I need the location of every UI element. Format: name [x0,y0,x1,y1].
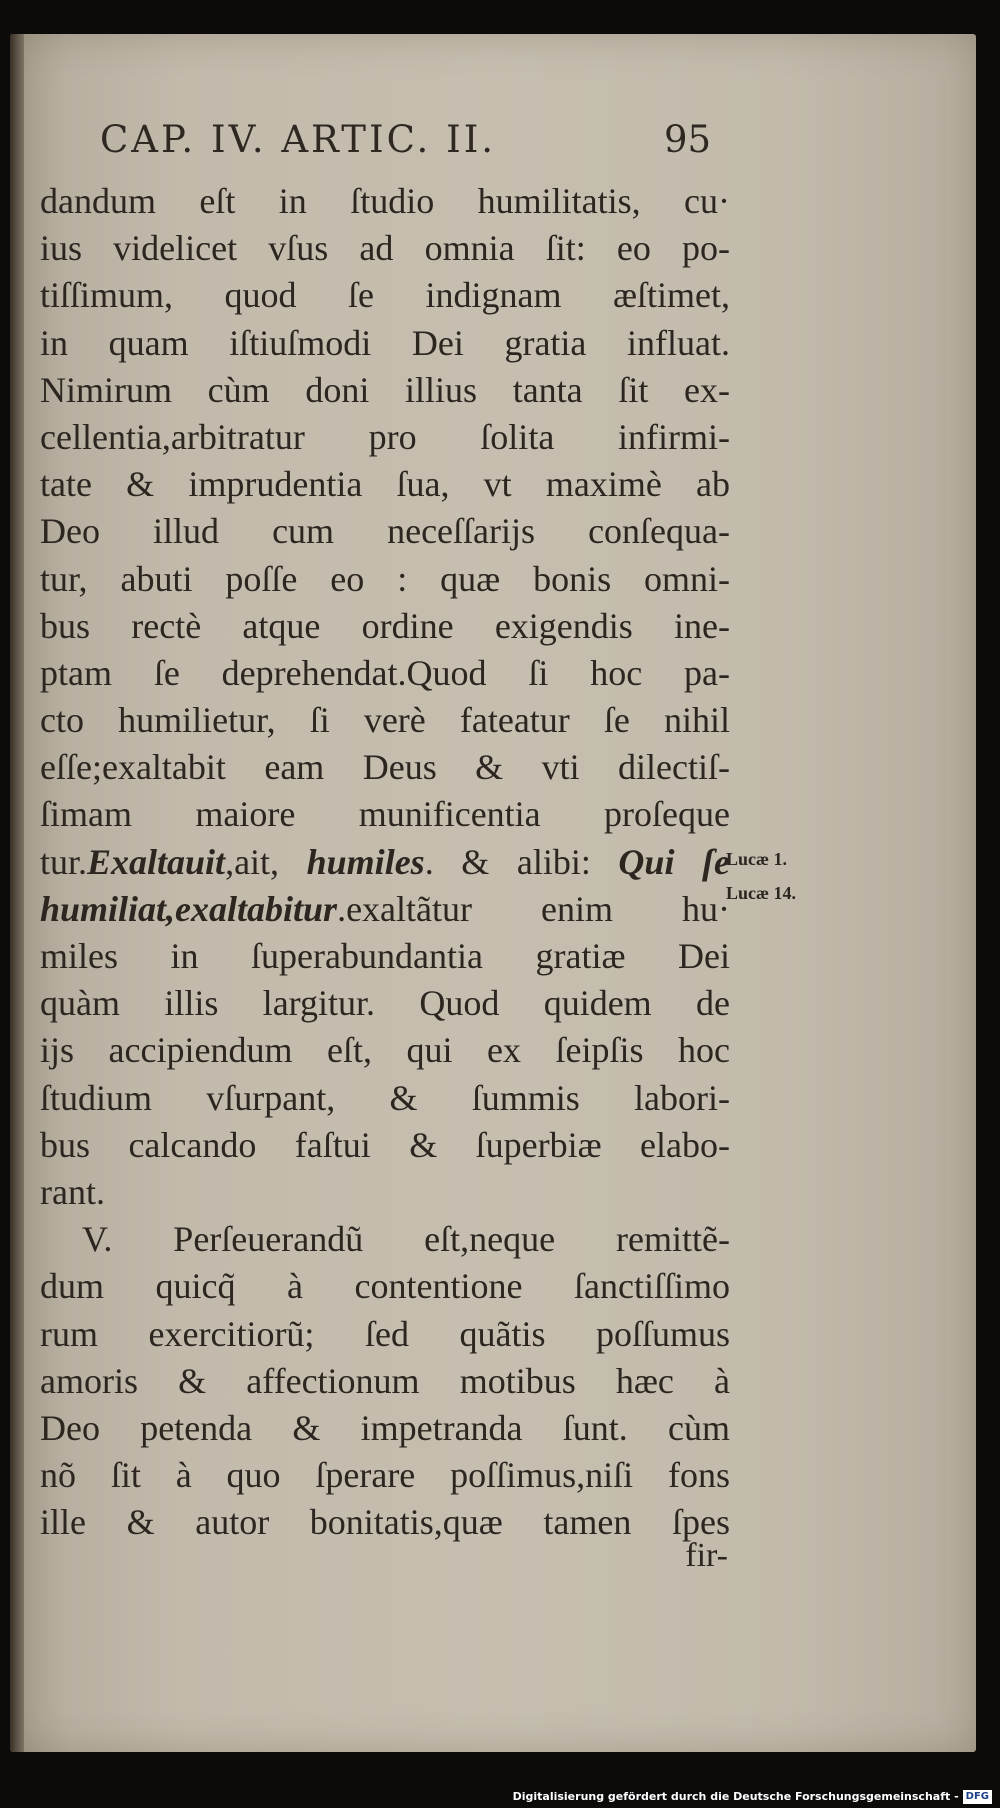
digitization-credit [513,1786,992,1808]
text-line: in quam iſtiuſmodi Dei gratia influat. [40,322,730,363]
text-line: cto humilietur, ſi verè fateatur ſe nihil [40,700,730,741]
text-line: cellentia,arbitratur pro ſolita infirmi- [40,416,730,457]
text-line: ſimam maiore munificentia proſeque [40,794,730,835]
scripture-quote: Qui ſe [618,841,730,882]
text-fragment: .exaltãtur enim hu· [337,888,730,929]
scripture-quote: Exaltauit [87,841,226,882]
text-line: tiſſimum, quod ſe indignam æſtimet, [40,275,730,316]
chapter-heading: CAP. IV. ARTIC. II. [100,118,497,161]
running-head [100,118,740,178]
text-line: rant. [40,1171,105,1212]
text-line-with-quotation [40,839,730,886]
body-text [40,178,730,1546]
text-line: ijs accipiendum eſt, qui ex ſeipſis hoc [40,1030,730,1071]
text-line-with-quotation [40,886,730,933]
margin-notes [726,842,856,910]
text-line: dum quicq̃ à contentione ſanctiſſimo [40,1266,730,1307]
text-line: quàm illis largitur. Quod quidem de [40,983,730,1024]
text-line: Nimirum cùm doni illius tanta ſit ex- [40,369,730,410]
text-line: bus calcando faſtui & ſuperbiæ elabo- [40,1124,730,1165]
credit-text: Digitalisierung gefördert durch die Deutsche Forschungsgemeinschaft - [512,1790,959,1803]
scripture-quote: humiles [306,841,425,882]
text-line: eſſe;exaltabit eam Deus & vti dilectiſ- [40,747,730,788]
text-line: dandum eſt in ſtudio humilitatis, cu· [40,181,730,221]
text-line: Deo petenda & impetranda ſunt. cùm [40,1407,730,1448]
text-line: rum exercitiorũ; ſed quãtis poſſumus [40,1313,730,1354]
catchword: fir- [685,1537,728,1574]
text-line: Deo illud cum neceſſarijs conſequa- [40,511,730,552]
page-binding-edge [10,34,24,1752]
text-line: tur, abuti poſſe eo : quæ bonis omni- [40,558,730,599]
text-line: ille & autor bonitatis,quæ tamen ſpes [40,1502,730,1543]
text-fragment: ,ait, [225,841,307,882]
scripture-quote: humiliat,exaltabitur [40,888,338,929]
page-number: 95 [664,118,712,161]
text-fragment: . & alibi: [424,841,619,882]
text-line: amoris & affectionum motibus hæc à [40,1360,730,1401]
margin-note-citation: Lucæ 14. [726,883,797,903]
text-line: ptam ſe deprehendat.Quod ſi hoc pa- [40,652,730,693]
text-line: miles in ſuperabundantia gratiæ Dei [40,936,730,976]
text-fragment: tur. [40,841,88,882]
text-line: tate & imprudentia ſua, vt maximè ab [40,464,730,505]
text-line: nõ ſit à quo ſperare poſſimus,niſi fons [40,1455,730,1496]
dfg-logo-icon: DFG [963,1790,992,1804]
text-line: bus rectè atque ordine exigendis ine- [40,605,730,646]
paragraph-start-line: V. Perſeuerandũ eſt,neque remittẽ- [82,1219,730,1260]
text-line: ſtudium vſurpant, & ſummis labori- [40,1077,730,1118]
text-line: ius videlicet vſus ad omnia ſit: eo po- [40,228,730,269]
margin-note-citation: Lucæ 1. [726,849,788,869]
